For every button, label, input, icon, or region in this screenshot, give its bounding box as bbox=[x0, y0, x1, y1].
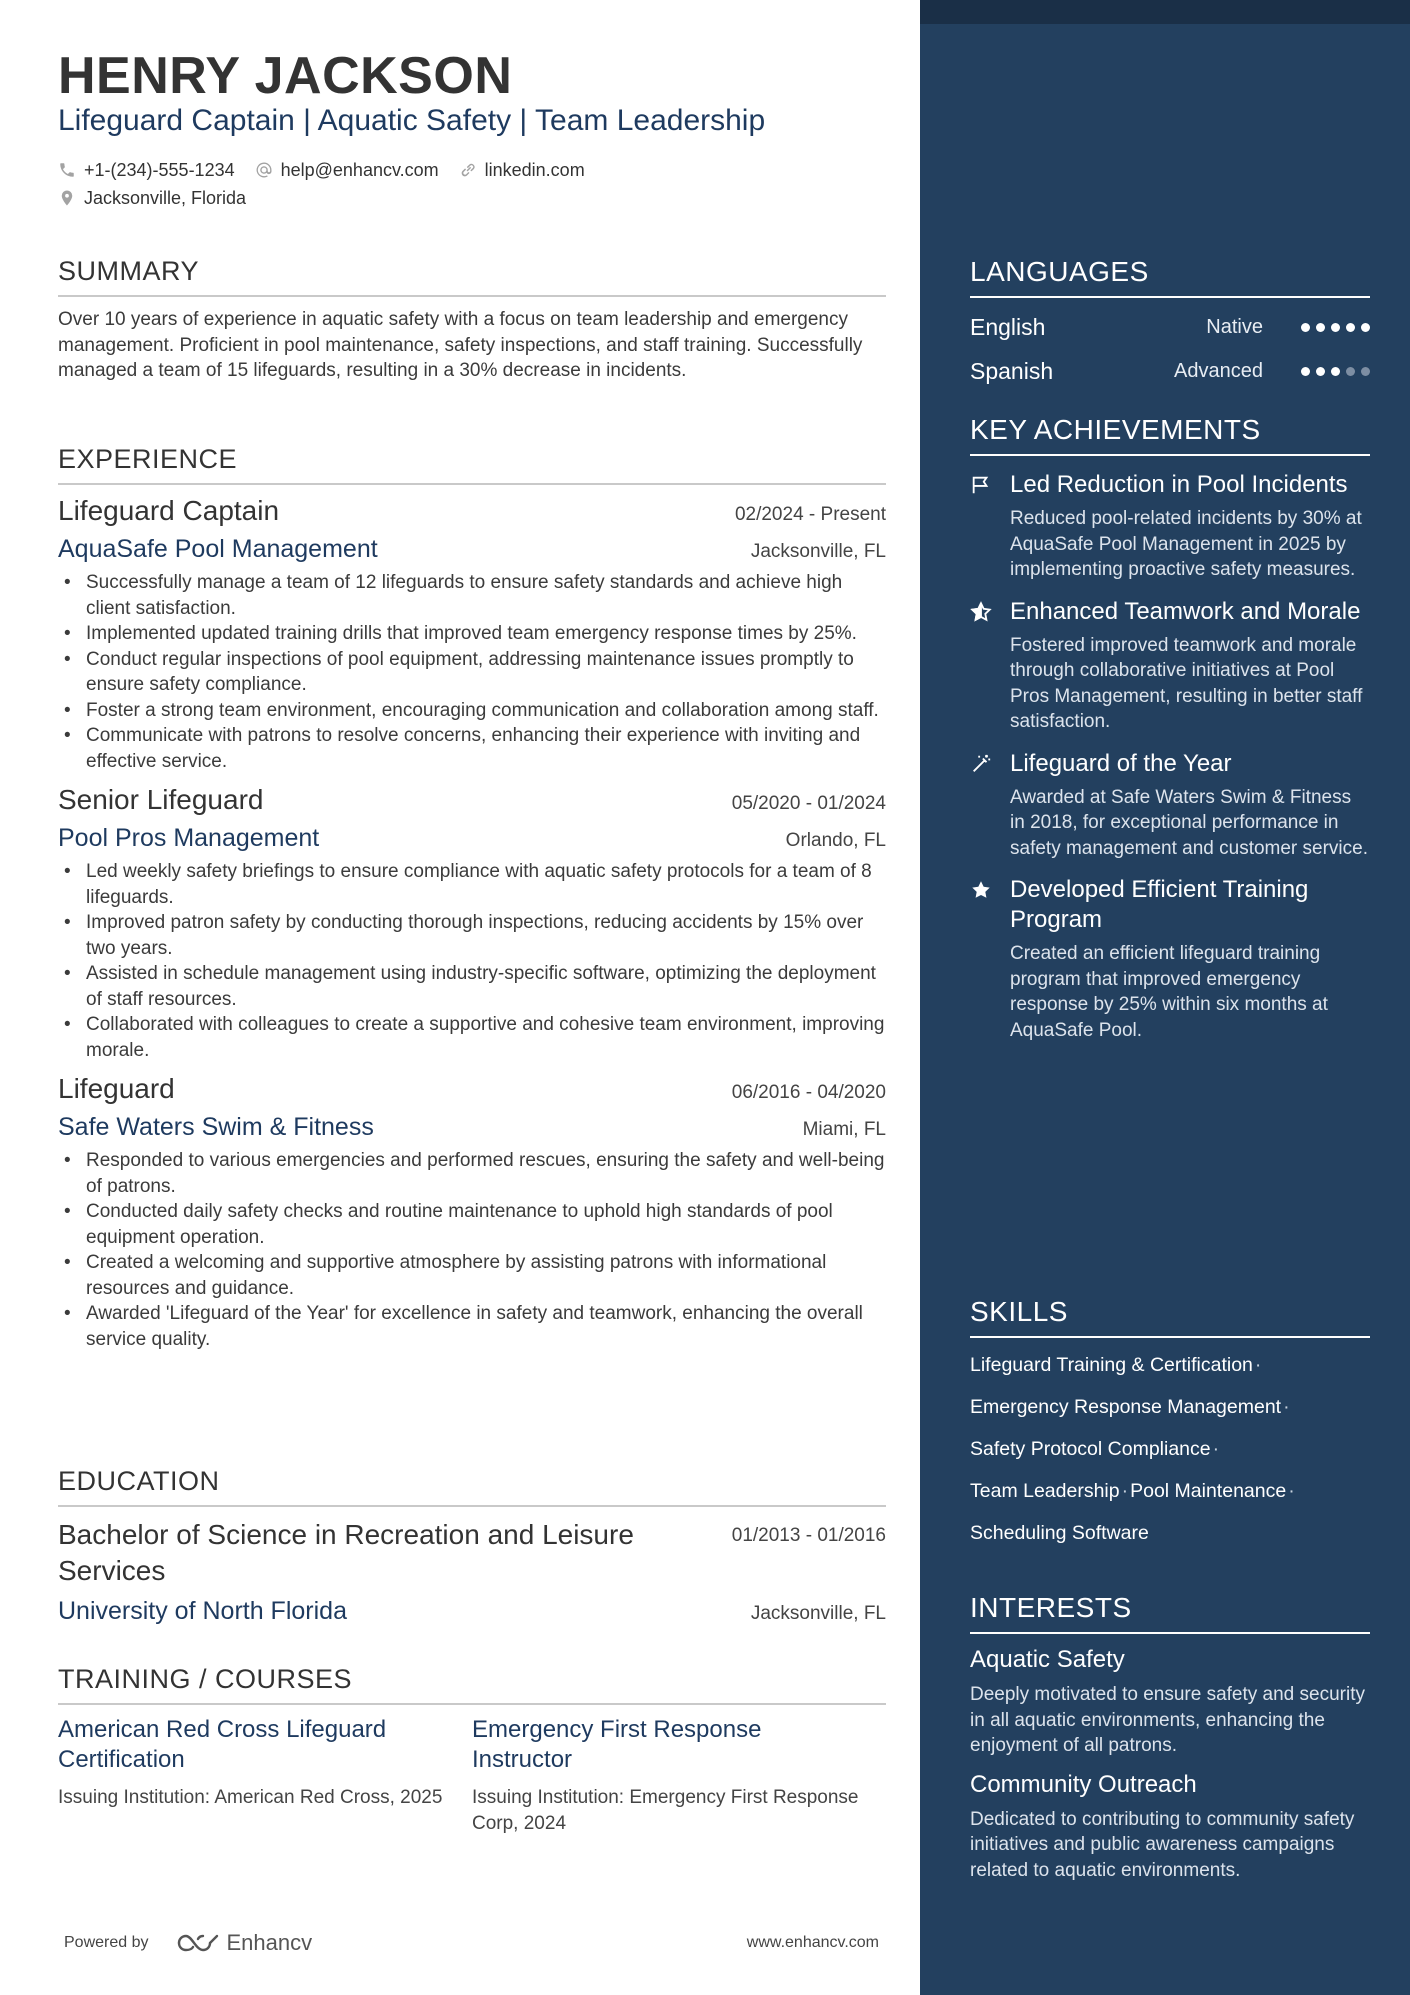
section-title: SKILLS bbox=[970, 1296, 1068, 1327]
location-item bbox=[58, 188, 246, 209]
enhancv-logo[interactable] bbox=[175, 1930, 313, 1956]
contact-info bbox=[58, 156, 605, 212]
job-dates: 02/2024 - Present bbox=[734, 504, 886, 525]
section-divider bbox=[970, 454, 1370, 456]
location-text: Jacksonville, Florida bbox=[84, 187, 247, 208]
section-title: SUMMARY bbox=[58, 256, 200, 286]
section-title: EXPERIENCE bbox=[58, 444, 238, 474]
achievement-item bbox=[970, 749, 1370, 862]
achievement-description: Reduced pool-related incidents by 30% at AquaSafe Pool Management in 2025 by implementing proactive safety measures. bbox=[1010, 508, 1362, 580]
section-title: INTERESTS bbox=[970, 1592, 1132, 1623]
language-item bbox=[970, 312, 1370, 342]
link-icon bbox=[459, 161, 477, 179]
skill-separator: · bbox=[1121, 1480, 1129, 1502]
job-dates: 06/2016 - 04/2020 bbox=[731, 1082, 886, 1103]
rating-dot-empty bbox=[1346, 367, 1355, 376]
interest-description: Dedicated to contributing to community safety initiatives and public awareness campaigns related to aquatic environments. bbox=[970, 1808, 1355, 1881]
job-entry bbox=[58, 784, 886, 1063]
bullet-item: • Foster a strong team environment, encouraging communication and collaboration among staff. bbox=[58, 698, 886, 724]
bullet-item: • Improved patron safety by conducting thorough inspections, reducing accidents by 15% over two years. bbox=[58, 910, 886, 961]
bullet-item: • Communicate with patrons to resolve concerns, enhancing their experience with inviting and effective service. bbox=[58, 723, 886, 774]
job-location: Miami, FL bbox=[802, 1119, 886, 1140]
interest-title: Aquatic Safety bbox=[970, 1646, 1125, 1673]
flag-icon bbox=[970, 474, 992, 496]
achievement-description: Created an efficient lifeguard training program that improved emergency response by 25% within six months at AquaSafe Pool. bbox=[1010, 943, 1328, 1041]
job-title: Senior Lifeguard bbox=[58, 784, 264, 815]
skill-separator: · bbox=[1283, 1396, 1290, 1418]
skill-item: Lifeguard Training & Certification bbox=[970, 1354, 1253, 1376]
skills-section bbox=[970, 1296, 1370, 1554]
interests-section bbox=[970, 1592, 1370, 1883]
achievement-description: Fostered improved teamwork and morale through collaborative initiatives at Pool Pros Management, resulting in better staff satisfaction. bbox=[1010, 634, 1363, 732]
linkedin-text: linkedin.com bbox=[484, 159, 585, 180]
course-title: American Red Cross Lifeguard Certification bbox=[58, 1716, 387, 1773]
skill-item: Pool Maintenance bbox=[1130, 1480, 1287, 1502]
section-title: LANGUAGES bbox=[970, 256, 1149, 287]
language-name: Spanish bbox=[970, 357, 1054, 384]
location-pin-icon bbox=[58, 189, 76, 207]
rating-dot-filled bbox=[1346, 323, 1355, 332]
section-title: KEY ACHIEVEMENTS bbox=[970, 414, 1261, 445]
skill-item: Safety Protocol Compliance bbox=[970, 1438, 1211, 1460]
bullet-item: • Implemented updated training drills that improved team emergency response times by 25%. bbox=[58, 621, 886, 647]
interest-item bbox=[970, 1646, 1370, 1759]
skills-list bbox=[970, 1344, 1370, 1554]
achievement-item bbox=[970, 470, 1370, 583]
headline: Lifeguard Captain | Aquatic Safety | Team Leadership bbox=[58, 104, 766, 137]
job-company: AquaSafe Pool Management bbox=[58, 535, 378, 563]
achievement-title: Lifeguard of the Year bbox=[1010, 749, 1232, 777]
achievements-section bbox=[970, 414, 1370, 1043]
bullet-item: • Responded to various emergencies and performed rescues, ensuring the safety and well-being of patrons. bbox=[58, 1148, 886, 1199]
email-item[interactable] bbox=[255, 160, 439, 181]
rating-dot-empty bbox=[1361, 367, 1370, 376]
interest-item bbox=[970, 1771, 1370, 1884]
course-description: Issuing Institution: American Red Cross, 2025 bbox=[58, 1787, 443, 1808]
experience-section bbox=[58, 444, 886, 1352]
rating-dot-filled bbox=[1361, 323, 1370, 332]
linkedin-item[interactable] bbox=[459, 160, 585, 181]
language-rating bbox=[1295, 367, 1370, 376]
bullet-item: • Successfully manage a team of 12 lifeguards to ensure safety standards and achieve high client satisfaction. bbox=[58, 570, 886, 621]
skill-separator: · bbox=[1254, 1354, 1262, 1376]
rating-dot-filled bbox=[1331, 323, 1340, 332]
section-divider bbox=[970, 1336, 1370, 1338]
website-link[interactable]: www.enhancv.com bbox=[746, 1934, 879, 1951]
achievement-item bbox=[970, 597, 1370, 735]
achievement-title: Led Reduction in Pool Incidents bbox=[1010, 471, 1348, 498]
email-text: help@enhancv.com bbox=[280, 159, 439, 180]
job-title: Lifeguard bbox=[58, 1073, 175, 1104]
language-item bbox=[970, 356, 1370, 386]
section-divider bbox=[58, 1505, 886, 1507]
footer bbox=[64, 1930, 879, 1956]
job-company: Pool Pros Management bbox=[58, 824, 320, 852]
phone-icon bbox=[58, 161, 76, 179]
achievement-item bbox=[970, 875, 1370, 1043]
job-bullets bbox=[58, 570, 886, 774]
school-location: Jacksonville, FL bbox=[750, 1603, 886, 1624]
job-company: Safe Waters Swim & Fitness bbox=[58, 1113, 374, 1141]
education-dates: 01/2013 - 01/2016 bbox=[731, 1525, 886, 1546]
education-section bbox=[58, 1466, 886, 1626]
star-half-icon bbox=[970, 601, 992, 623]
summary-text: Over 10 years of experience in aquatic safety with a focus on team leadership and emergency management. Proficient in pool maintenance, safety inspections, and staff training. Successfully managed a team of 15 lifeguards, resulting in a 30% decrease in incidents. bbox=[58, 309, 863, 381]
language-level: Native bbox=[1206, 315, 1263, 338]
degree: Bachelor of Science in Recreation and Leisure Services bbox=[58, 1519, 634, 1586]
language-name: English bbox=[970, 313, 1046, 340]
at-icon bbox=[255, 161, 273, 179]
section-divider bbox=[970, 296, 1370, 298]
candidate-name: HENRY JACKSON bbox=[58, 47, 513, 105]
bullet-item: • Awarded 'Lifeguard of the Year' for excellence in safety and teamwork, enhancing the overall service quality. bbox=[58, 1301, 886, 1352]
interest-title: Community Outreach bbox=[970, 1770, 1197, 1798]
training-section bbox=[58, 1664, 886, 1836]
bullet-item: • Assisted in schedule management using industry-specific software, optimizing the deployment of staff resources. bbox=[58, 961, 886, 1012]
section-divider bbox=[970, 1632, 1370, 1634]
job-entry bbox=[58, 1073, 886, 1352]
interest-description: Deeply motivated to ensure safety and security in all aquatic environments, enhancing the enjoyment of all patrons. bbox=[970, 1684, 1365, 1756]
achievement-title: Enhanced Teamwork and Morale bbox=[1010, 597, 1361, 625]
course-item bbox=[472, 1715, 886, 1836]
achievement-description: Awarded at Safe Waters Swim & Fitness in 2018, for exceptional performance in safety management and customer service. bbox=[1010, 786, 1369, 859]
section-title: TRAINING / COURSES bbox=[58, 1664, 353, 1694]
skill-item: Emergency Response Management bbox=[970, 1396, 1282, 1418]
rating-dot-filled bbox=[1316, 367, 1325, 376]
job-bullets bbox=[58, 859, 886, 1063]
job-dates: 05/2020 - 01/2024 bbox=[731, 793, 886, 814]
summary-section bbox=[58, 256, 886, 384]
powered-by-label: Powered by bbox=[64, 1934, 149, 1951]
job-bullets bbox=[58, 1148, 886, 1352]
rating-dot-filled bbox=[1301, 323, 1310, 332]
skill-item: Scheduling Software bbox=[970, 1522, 1149, 1544]
bullet-item: • Conducted daily safety checks and routine maintenance to uphold high standards of pool equipment operation. bbox=[58, 1199, 886, 1250]
language-rating bbox=[1295, 323, 1370, 332]
section-title: EDUCATION bbox=[58, 1466, 220, 1496]
section-divider bbox=[58, 295, 886, 297]
skill-separator: · bbox=[1212, 1438, 1220, 1460]
languages-section bbox=[970, 256, 1370, 386]
bullet-item: • Created a welcoming and supportive atmosphere by assisting patrons with informational resources and guidance. bbox=[58, 1250, 886, 1301]
skill-separator: · bbox=[1288, 1480, 1295, 1502]
section-divider bbox=[58, 1703, 886, 1705]
skill-item: Team Leadership bbox=[970, 1480, 1120, 1502]
phone-item[interactable] bbox=[58, 160, 235, 181]
school-name: University of North Florida bbox=[58, 1597, 347, 1625]
rating-dot-filled bbox=[1331, 367, 1340, 376]
bullet-item: • Conduct regular inspections of pool equipment, addressing maintenance issues promptly to ensure safety compliance. bbox=[58, 647, 886, 698]
bullet-item: • Collaborated with colleagues to create a supportive and cohesive team environment, improving morale. bbox=[58, 1012, 886, 1063]
star-icon bbox=[970, 879, 992, 901]
job-entry bbox=[58, 495, 886, 774]
achievement-title: Developed Efficient Training Program bbox=[1010, 876, 1309, 933]
sidebar bbox=[920, 0, 1410, 1995]
enhancv-logo-icon bbox=[175, 1931, 221, 1955]
job-location: Jacksonville, FL bbox=[750, 541, 886, 562]
rating-dot-filled bbox=[1301, 367, 1310, 376]
course-description: Issuing Institution: Emergency First Response Corp, 2024 bbox=[472, 1787, 859, 1834]
job-location: Orlando, FL bbox=[785, 830, 886, 851]
job-title: Lifeguard Captain bbox=[58, 495, 280, 526]
rating-dot-filled bbox=[1316, 323, 1325, 332]
sidebar-top-bar bbox=[920, 0, 1410, 24]
course-title: Emergency First Response Instructor bbox=[472, 1716, 762, 1773]
phone-text: +1-(234)-555-1234 bbox=[84, 159, 235, 180]
course-item bbox=[58, 1715, 472, 1836]
section-divider bbox=[58, 483, 886, 485]
brand-name: Enhancv bbox=[226, 1930, 313, 1955]
magic-wand-icon bbox=[970, 753, 992, 775]
language-level: Advanced bbox=[1174, 359, 1263, 382]
bullet-item: • Led weekly safety briefings to ensure compliance with aquatic safety protocols for a team of 8 lifeguards. bbox=[58, 859, 886, 910]
